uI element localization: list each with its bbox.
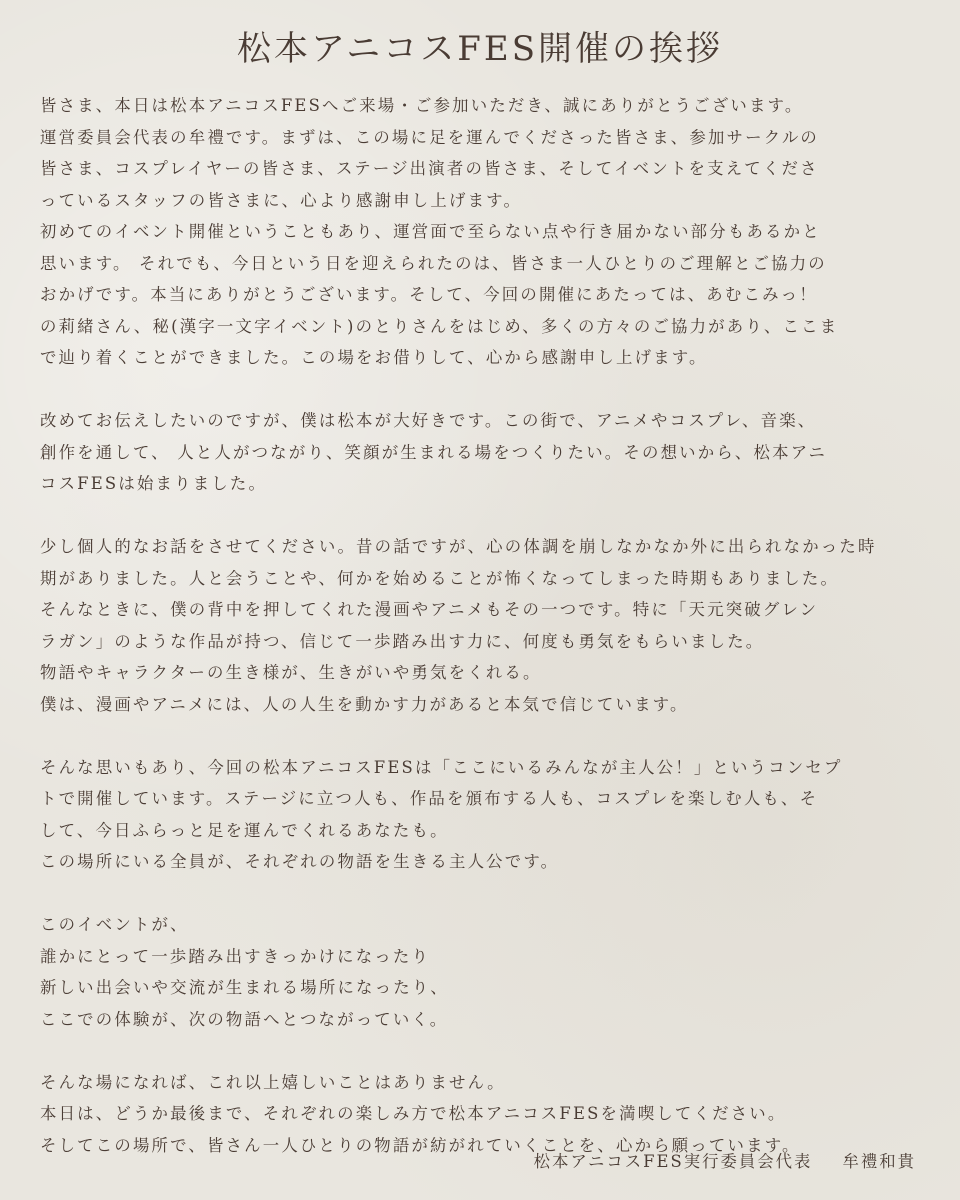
text-line: ここでの体験が、次の物語へとつながっていく。: [40, 1009, 449, 1029]
text-line: して、今日ふらっと足を運んでくれるあなたも。: [40, 820, 449, 840]
text-line: 創作を通して、 人と人がつながり、笑顔が生まれる場をつくりたい。その想いから、松本アニ: [40, 442, 828, 462]
signature: [534, 1148, 916, 1172]
paragraph-spacer: [40, 500, 920, 532]
paragraph-2: [40, 405, 920, 500]
paragraph-spacer: [40, 878, 920, 910]
text-line: で辿り着くことができました。この場をお借りして、心から感謝申し上げます。: [40, 348, 708, 367]
paragraph-spacer: [40, 1035, 920, 1067]
text-line: 少し個人的なお話をさせてください。昔の話ですが、心の体調を崩しなかなか外に出られなかった時: [40, 537, 877, 556]
text-line: ラガン」のような作品が持つ、信じて一歩踏み出す力に、何度も勇気をもらいました。: [40, 631, 765, 651]
paragraph-spacer: [40, 720, 920, 752]
page-title: 松本アニコスFES開催の挨拶: [236, 29, 723, 69]
paragraph-3: [40, 531, 920, 720]
text-line: 初めてのイベント開催ということもあり、運営面で至らない点や行き届かない部分もあるかと: [40, 222, 821, 241]
document-body: [40, 90, 920, 1161]
text-line: コスFESは始まりました。: [40, 474, 268, 493]
signature-organization: 松本アニコスFES実行委員会代表: [533, 1152, 813, 1171]
text-line: 新しい出会いや交流が生まれる場所になったり、: [40, 978, 449, 997]
text-line: そんなときに、僕の背中を押してくれた漫画やアニメもその一つです。特に「天元突破グレン: [40, 600, 819, 619]
text-line: そんな場になれば、これ以上嬉しいことはありません。: [40, 1072, 506, 1092]
text-line: っているスタッフの皆さまに、心より感謝申し上げます。: [40, 190, 523, 210]
paragraph-spacer: [40, 374, 920, 406]
text-line: この場所にいる全員が、それぞれの物語を生きる主人公です。: [40, 852, 560, 871]
text-line: そんな思いもあり、今回の松本アニコスFESは「ここにいるみんなが主人公！」というコンセプ: [40, 757, 843, 777]
text-line: このイベントが、: [40, 915, 189, 934]
text-line: おかげです。本当にありがとうございます。そして、今回の開催にあたっては、あむこみっ！: [40, 285, 818, 304]
text-line: 本日は、どうか最後まで、それぞれの楽しみ方で松本アニコスFESを満喫してください。: [40, 1104, 787, 1123]
text-line: 運営委員会代表の牟禮です。まずは、この場に足を運んでくださった皆さま、参加サークルの: [40, 127, 819, 147]
text-line: 期がありました。人と会うことや、何かを始めることが怖くなってしまった時期もありました。: [40, 568, 840, 588]
paragraph-5: [40, 909, 920, 1035]
signature-name: 牟禮和貴: [842, 1152, 916, 1171]
text-line: 僕は、漫画やアニメには、人の人生を動かす力があると本気で信じています。: [40, 694, 689, 714]
paragraph-4: [40, 752, 920, 878]
text-line: トで開催しています。ステージに立つ人も、作品を頒布する人も、コスプレを楽しむ人も、そ: [40, 789, 819, 808]
text-line: そしてこの場所で、皆さん一人ひとりの物語が紡がれていくことを、心から願っています。: [40, 1135, 801, 1155]
text-line: 物語やキャラクターの生き様が、生きがいや勇気をくれる。: [40, 663, 542, 682]
paragraph-6: [40, 1067, 920, 1162]
text-line: の莉緒さん、秘(漢字一文字イベント)のとりさんをはじめ、多くの方々のご協力があり、ここま: [40, 316, 839, 336]
text-line: 思います。 それでも、今日という日を迎えられたのは、皆さま一人ひとりのご理解とご協力の: [40, 253, 827, 273]
text-line: 改めてお伝えしたいのですが、僕は松本が大好きです。この街で、アニメやコスプレ、音楽、: [40, 411, 817, 430]
text-line: 皆さま、本日は松本アニコスFESへご来場・ご参加いただき、誠にありがとうございます。: [40, 96, 804, 115]
paragraph-1: [40, 90, 920, 374]
text-line: 誰かにとって一歩踏み出すきっかけになったり: [40, 946, 431, 966]
text-line: 皆さま、コスプレイヤーの皆さま、ステージ出演者の皆さま、そしてイベントを支えてくださ: [40, 159, 819, 178]
